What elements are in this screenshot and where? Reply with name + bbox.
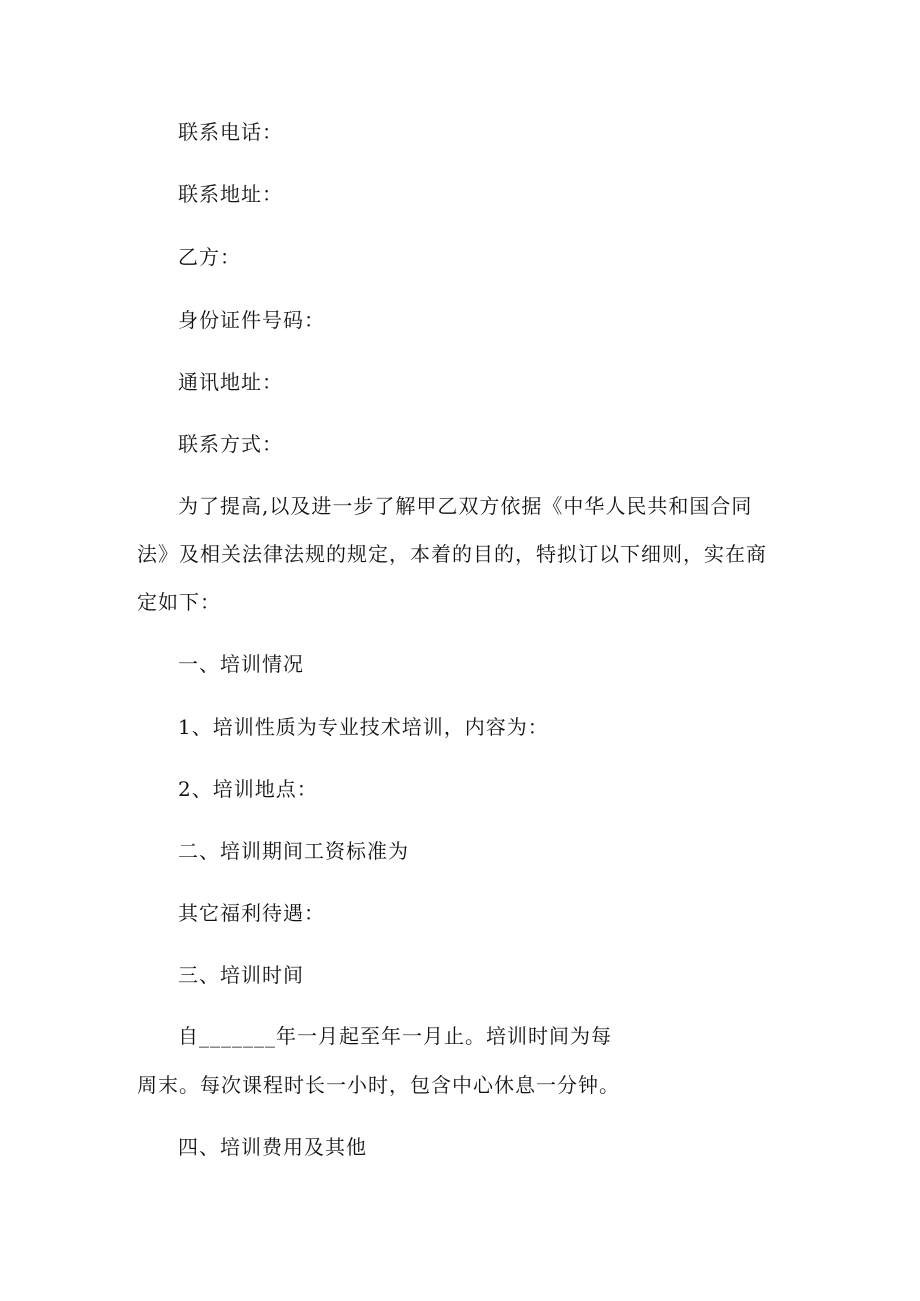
training-nature-line: 1、培训性质为专业技术培训，内容为： [178, 715, 549, 739]
other-benefits-line: 其它福利待遇： [178, 901, 325, 925]
mailing-address-line: 通讯地址： [178, 370, 283, 394]
id-number-line: 身份证件号码： [178, 308, 325, 332]
party-b-line: 乙方： [178, 245, 241, 269]
section-2-heading: 二、培训期间工资标准为 [178, 839, 409, 863]
training-period-line-1: 自_______年一月起至年一月止。培训时间为每 [178, 1024, 612, 1048]
preamble-line-1: 为了提高,以及进一步了解甲乙双方依据《中华人民共和国合同 [178, 494, 753, 518]
contact-method-line: 联系方式： [178, 432, 283, 456]
section-1-heading: 一、培训情况 [178, 652, 304, 676]
section-3-heading: 三、培训时间 [178, 963, 304, 987]
contact-address-line: 联系地址： [178, 182, 283, 206]
training-period-line-2: 周末。每次课程时长一小时，包含中心休息一分钟。 [137, 1073, 620, 1097]
preamble-line-3: 定如下： [137, 590, 221, 614]
section-4-heading: 四、培训费用及其他 [178, 1135, 367, 1159]
preamble-line-2: 法》及相关法律法规的规定，本着的目的，特拟订以下细则，实在商 [137, 542, 767, 566]
training-location-line: 2、培训地点： [178, 777, 318, 801]
contact-phone-line: 联系电话： [178, 120, 283, 144]
